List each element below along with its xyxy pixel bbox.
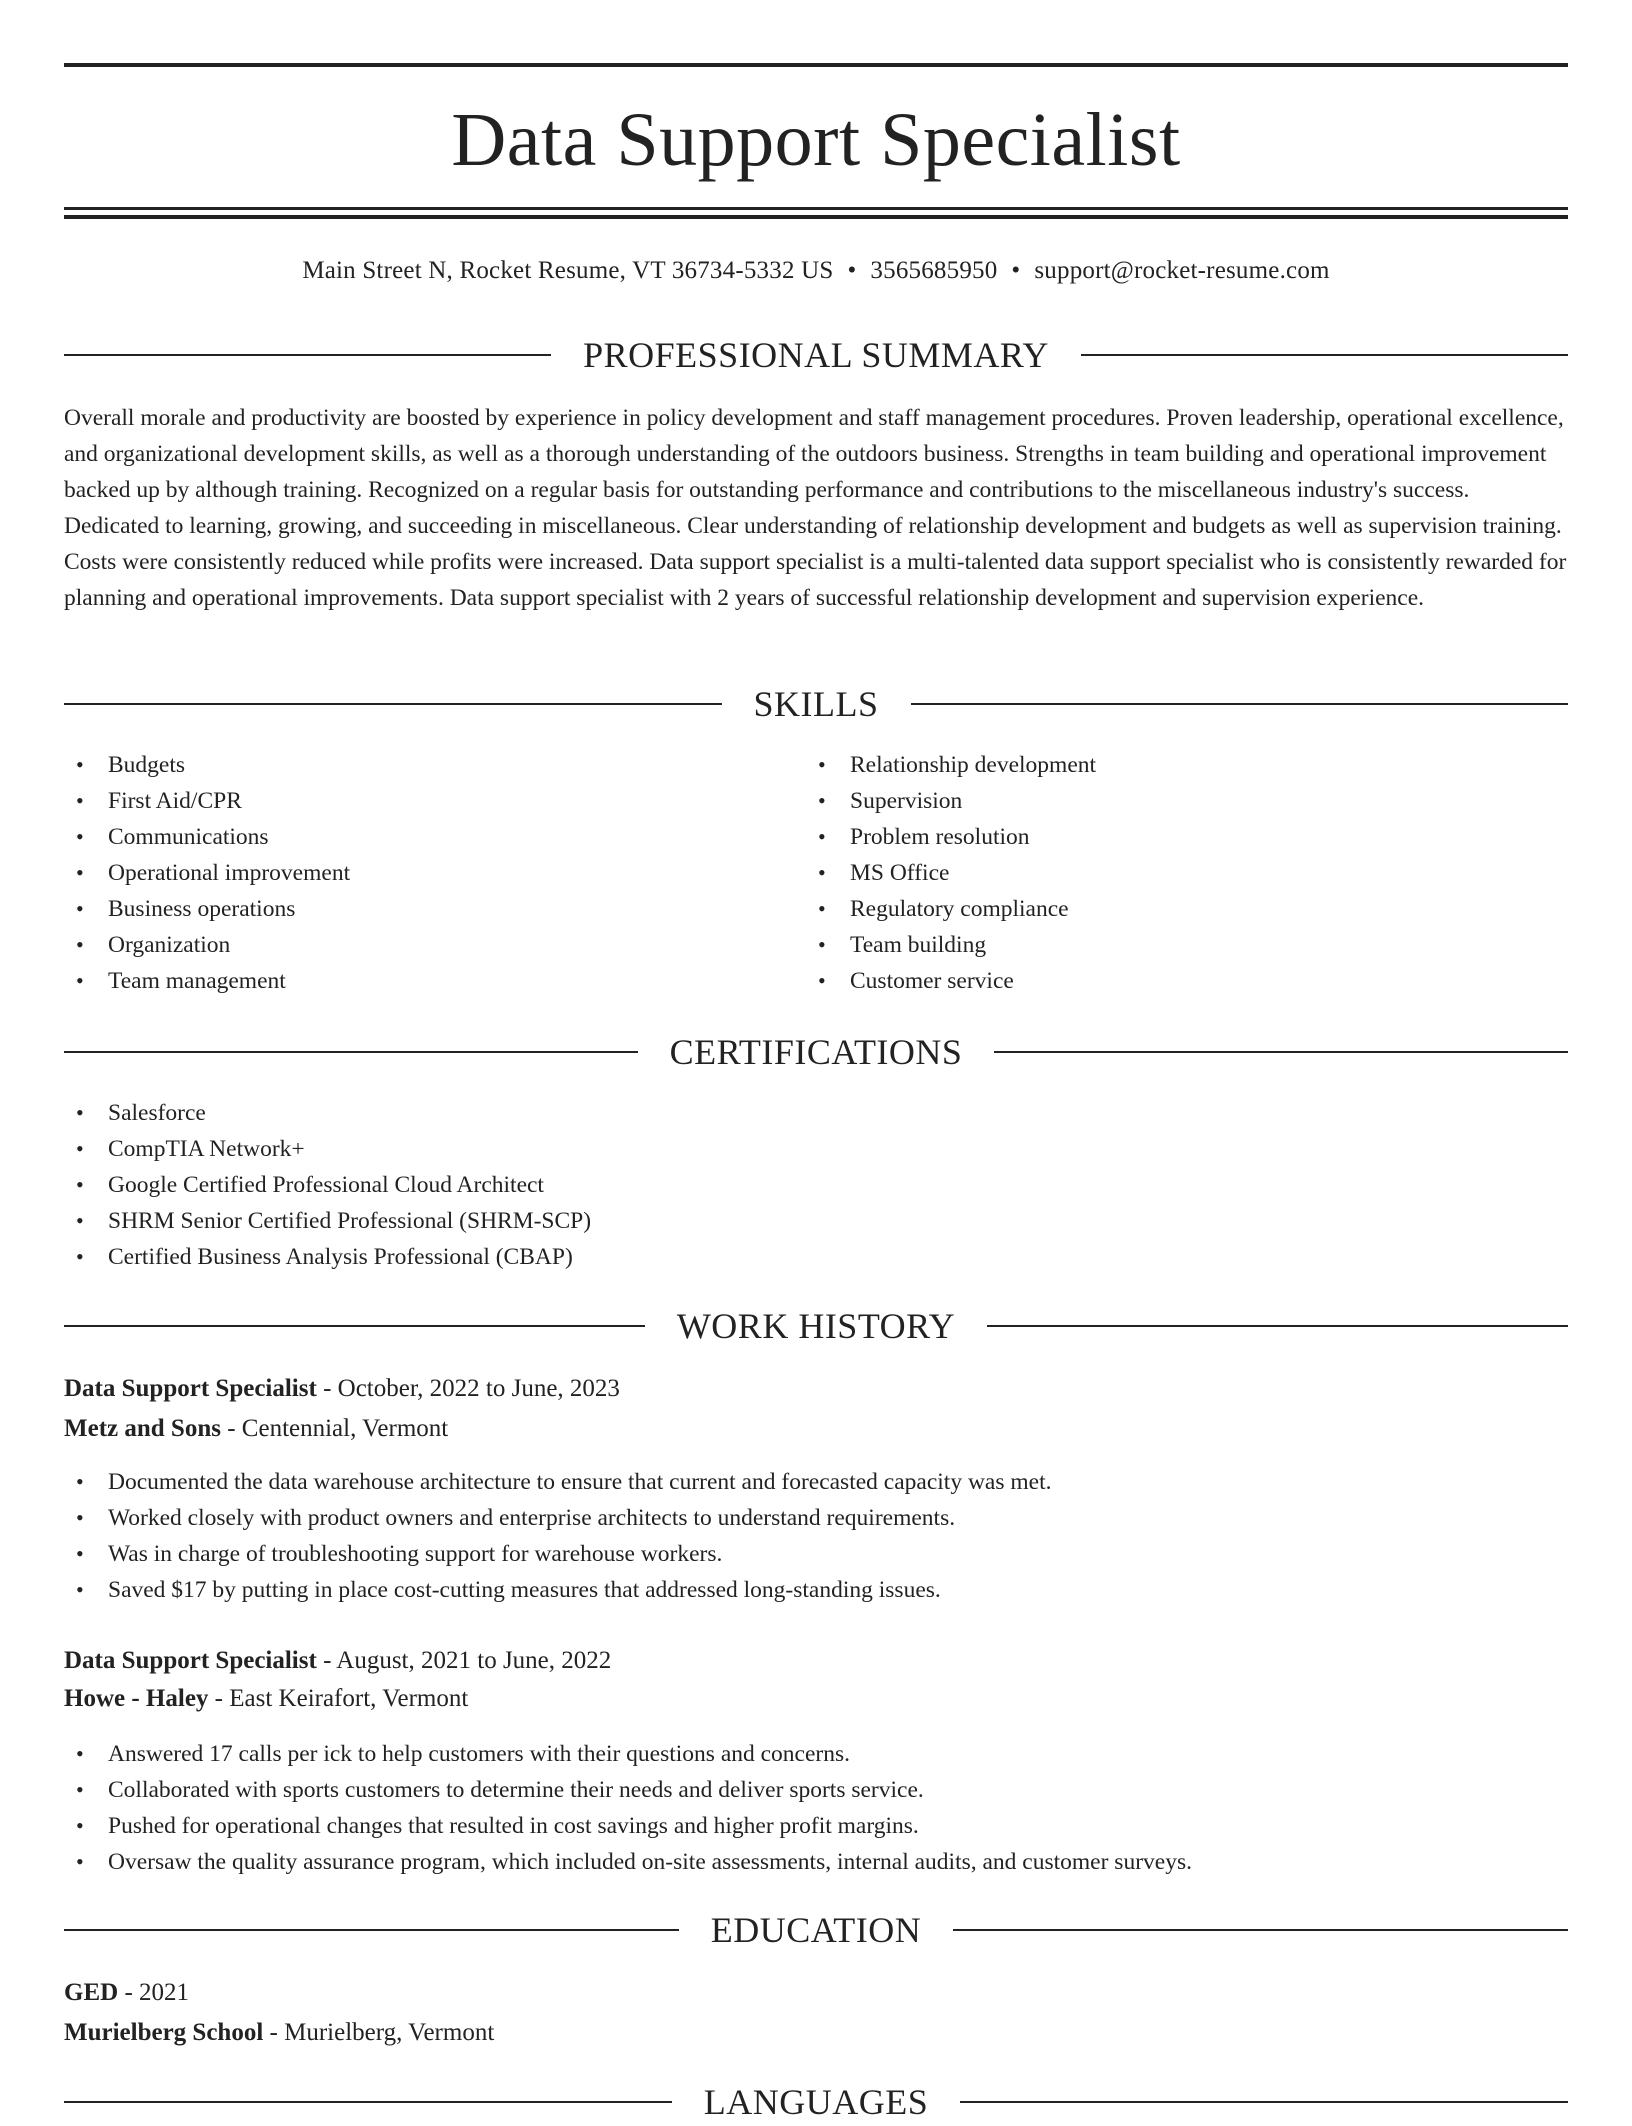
- job-company: Metz and Sons: [64, 1415, 221, 1442]
- contact-line: [64, 253, 1568, 289]
- certification-item: • Google Certified Professional Cloud Architect: [64, 1167, 591, 1203]
- job-location: Centennial, Vermont: [241, 1415, 449, 1442]
- skill-item: • Regulatory compliance: [806, 891, 1096, 927]
- section-rule-left: [64, 354, 551, 356]
- section-title-languages: LANGUAGES: [703, 2082, 929, 2122]
- job-title: Data Support Specialist: [64, 1375, 317, 1402]
- certification-item: • CompTIA Network+: [64, 1131, 591, 1167]
- job-bullet: • Answered 17 calls per ick to help customers with their questions and concerns.: [64, 1736, 1192, 1772]
- section-rule-right: [960, 2101, 1568, 2103]
- contact-phone: 3565685950: [870, 257, 998, 284]
- job-title: Data Support Specialist: [64, 1647, 317, 1674]
- education-location: Murielberg, Vermont: [284, 2019, 495, 2046]
- job-bullet: • Saved $17 by putting in place cost-cutting measures that addressed long-standing issues.: [64, 1572, 1051, 1608]
- certification-item: • Certified Business Analysis Professional (CBAP): [64, 1239, 591, 1275]
- certification-item: • Salesforce: [64, 1095, 591, 1131]
- job-company-line: [64, 1681, 468, 1717]
- job-bullet: • Documented the data warehouse architecture to ensure that current and forecasted capacity was met.: [64, 1464, 1051, 1500]
- skill-item: • Organization: [64, 927, 350, 963]
- dash: -: [316, 1647, 337, 1674]
- job-company: Howe - Haley: [64, 1685, 209, 1712]
- job-bullet: • Was in charge of troubleshooting support for warehouse workers.: [64, 1536, 1051, 1572]
- section-rule-left: [64, 703, 722, 705]
- dash: -: [220, 1415, 242, 1442]
- section-header-skills: [64, 680, 1568, 728]
- section-header-certifications: [64, 1028, 1568, 1076]
- separator-dot: •: [1011, 257, 1021, 284]
- job-title-line: [64, 1371, 620, 1407]
- education-school: Murielberg School: [64, 2019, 264, 2046]
- skills-list-left: [64, 747, 350, 999]
- skill-item: • Supervision: [806, 783, 1096, 819]
- section-title-education: EDUCATION: [710, 1910, 922, 1950]
- section-rule-right: [1081, 354, 1568, 356]
- skill-item: • Communications: [64, 819, 350, 855]
- job-dates: October, 2022 to June, 2023: [337, 1375, 620, 1402]
- education-year: 2021: [139, 1979, 190, 2006]
- section-header-summary: [64, 331, 1568, 379]
- title-rule-upper: [64, 207, 1568, 210]
- dash: -: [316, 1375, 338, 1402]
- section-header-languages: [64, 2078, 1568, 2126]
- section-rule-left: [64, 2101, 672, 2103]
- section-title-work-history: WORK HISTORY: [676, 1306, 956, 1346]
- education-degree: GED: [64, 1979, 119, 2006]
- certifications-list: [64, 1095, 591, 1275]
- section-title-summary: PROFESSIONAL SUMMARY: [583, 335, 1049, 375]
- skill-item: • Customer service: [806, 963, 1096, 999]
- skill-item: • Team management: [64, 963, 350, 999]
- skill-item: • Budgets: [64, 747, 350, 783]
- section-title-skills: SKILLS: [753, 684, 879, 724]
- resume-title: Data Support Specialist: [451, 98, 1181, 182]
- education-school-line: [64, 2015, 494, 2051]
- job-bullets: [64, 1736, 1192, 1880]
- section-rule-right: [987, 1325, 1568, 1327]
- contact-email: support@rocket-resume.com: [1034, 257, 1330, 284]
- skill-item: • Problem resolution: [806, 819, 1096, 855]
- skill-item: • Relationship development: [806, 747, 1096, 783]
- skill-item: • Team building: [806, 927, 1096, 963]
- job-bullet: • Worked closely with product owners and enterprise architects to understand requirements.: [64, 1500, 1051, 1536]
- skill-item: • MS Office: [806, 855, 1096, 891]
- section-header-work-history: [64, 1302, 1568, 1350]
- separator-dot: •: [847, 257, 857, 284]
- section-rule-left: [64, 1051, 638, 1053]
- skills-list-right: [806, 747, 1096, 999]
- section-rule-left: [64, 1325, 645, 1327]
- certification-item: • SHRM Senior Certified Professional (SHRM-SCP): [64, 1203, 591, 1239]
- skill-item: • Operational improvement: [64, 855, 350, 891]
- summary-text: Overall morale and productivity are boosted by experience in policy development and staff management procedures. Proven leadership, operational excellence, and organizational development skills, as well as a thorough understanding of the outdoors business. Strengths in team building and operational improvement backed up by although training. Recognized on a regular basis for outstanding performance and contributions to the miscellaneous industry's success. Dedicated to learning, growing, and succeeding in miscellaneous. Clear understanding of relationship development and budgets as well as supervision training. Costs were consistently reduced while profits were increased. Data support specialist is a multi-talented data support specialist who is consistently rewarded for planning and operational improvements. Data support specialist with 2 years of successful relationship development and supervision experience.: [64, 405, 1567, 611]
- job-bullet: • Pushed for operational changes that resulted in cost savings and higher profit margins.: [64, 1808, 1192, 1844]
- education-degree-line: [64, 1975, 189, 2011]
- section-title-certifications: CERTIFICATIONS: [669, 1032, 963, 1072]
- dash: -: [208, 1685, 230, 1712]
- contact-address: Main Street N, Rocket Resume, VT 36734-5332 US: [302, 257, 834, 284]
- top-rule: [64, 63, 1568, 67]
- job-bullets: [64, 1464, 1051, 1608]
- section-rule-right: [911, 703, 1569, 705]
- job-company-line: [64, 1411, 448, 1447]
- job-location: East Keirafort, Vermont: [229, 1685, 469, 1712]
- section-rule-left: [64, 1929, 679, 1931]
- dash: -: [118, 1979, 140, 2006]
- dash: -: [263, 2019, 285, 2046]
- section-rule-right: [953, 1929, 1568, 1931]
- title-rule-lower: [64, 215, 1568, 219]
- job-bullet: • Collaborated with sports customers to determine their needs and deliver sports service.: [64, 1772, 1192, 1808]
- job-title-line: [64, 1643, 611, 1679]
- job-dates: August, 2021 to June, 2022: [336, 1647, 612, 1674]
- job-bullet: • Oversaw the quality assurance program, which included on-site assessments, internal audits, and customer surveys.: [64, 1844, 1192, 1880]
- skill-item: • First Aid/CPR: [64, 783, 350, 819]
- section-header-education: [64, 1906, 1568, 1954]
- section-rule-right: [994, 1051, 1568, 1053]
- skill-item: • Business operations: [64, 891, 350, 927]
